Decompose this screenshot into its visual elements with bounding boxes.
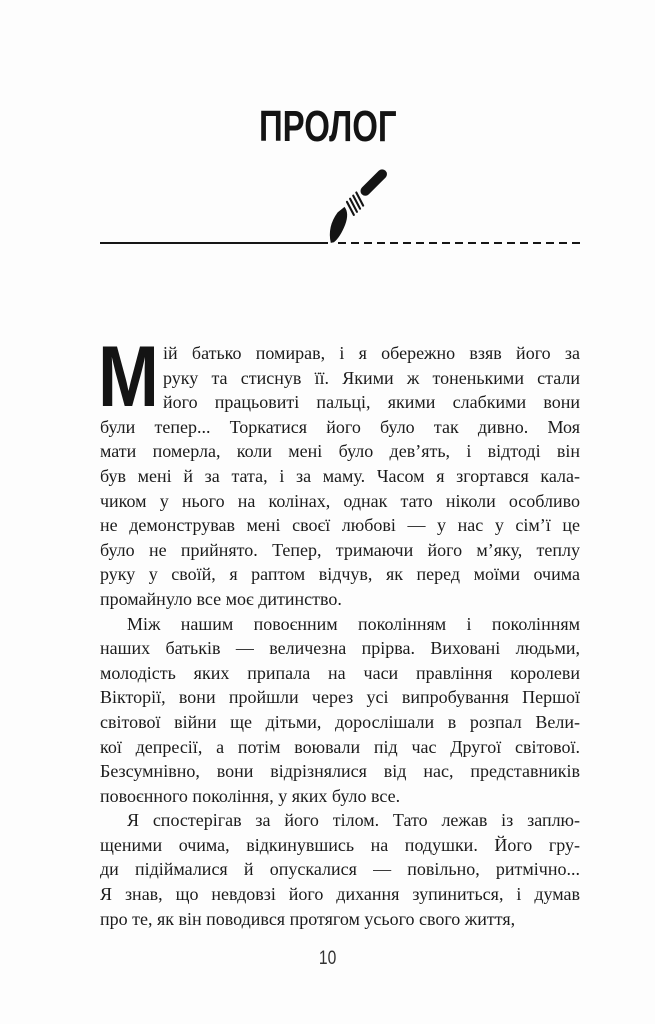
text-line: руку та стиснув її. Якими ж тоненькими стали — [163, 367, 580, 388]
text-line: було не прийнято. Тепер, тримаючи його м’яку, теплу — [100, 539, 580, 560]
text-line: ди підіймалися й опускалися — повільно, ритмічно... — [100, 859, 580, 880]
text-line: мати померла, коли мені було дев’ять, і відтоді він — [100, 441, 580, 462]
text-line: повоєнного покоління, у яких було все. — [100, 785, 401, 806]
text-line: Я знав, що невдовзі його дихання зупиниться, і думав — [100, 884, 580, 905]
paragraph — [100, 612, 580, 809]
text-line: був мені й за тата, і за маму. Часом я згортався кала- — [100, 465, 580, 486]
text-line: ій батько помирав, і я обережно взяв його за — [163, 343, 580, 363]
chapter-title — [0, 102, 655, 152]
text-line: про те, як він поводився протягом усього свого життя, — [100, 908, 516, 929]
text-line: його працьовиті пальці, якими слабкими вони — [163, 392, 580, 413]
text-line: промайнуло все моє дитинство. — [100, 588, 342, 609]
divider-solid-line — [100, 242, 328, 244]
text-line: Вікторії, вони пройшли через усі випробування Першої — [100, 687, 580, 708]
text-line: світової війни ще дітьми, дорослішали в розпал Вели- — [100, 711, 580, 732]
page-footer — [0, 948, 655, 970]
page-number: 10 — [318, 948, 337, 969]
text-line: наших батьків — величезна прірва. Виховані людьми, — [100, 638, 580, 659]
chapter-divider — [100, 242, 580, 244]
body-text — [98, 329, 580, 931]
text-line: щеними очима, відкинувшись на подушки. Його гру- — [100, 834, 580, 855]
text-line: Між нашим повоєнним поколінням і поколінням — [127, 613, 580, 634]
text-line: не демонстрував мені своєї любові — у нас у сім’ї це — [100, 515, 580, 536]
text-line: чиком у нього на колінах, однак тато ніколи особливо — [100, 490, 580, 511]
paragraph — [100, 808, 580, 931]
paragraph — [98, 329, 580, 612]
page-title: ПРОЛОГ — [258, 102, 397, 151]
text-line: молодість яких припала на часи правління королеви — [100, 662, 580, 683]
scalpel-icon — [322, 169, 410, 257]
text-line: були тепер... Торкатися його було так дивно. Моя — [100, 416, 580, 437]
text-line: Безсумнівно, вони відрізнялися від нас, представників — [100, 761, 580, 782]
drop-cap: М — [98, 329, 159, 425]
text-line: кої депресії, а потім воювали під час Другої світової. — [100, 736, 580, 757]
text-line: Я спостерігав за його тілом. Тато лежав із заплю- — [127, 810, 580, 831]
text-line: руку у своїй, я раптом відчув, як перед моїми очима — [100, 564, 580, 585]
